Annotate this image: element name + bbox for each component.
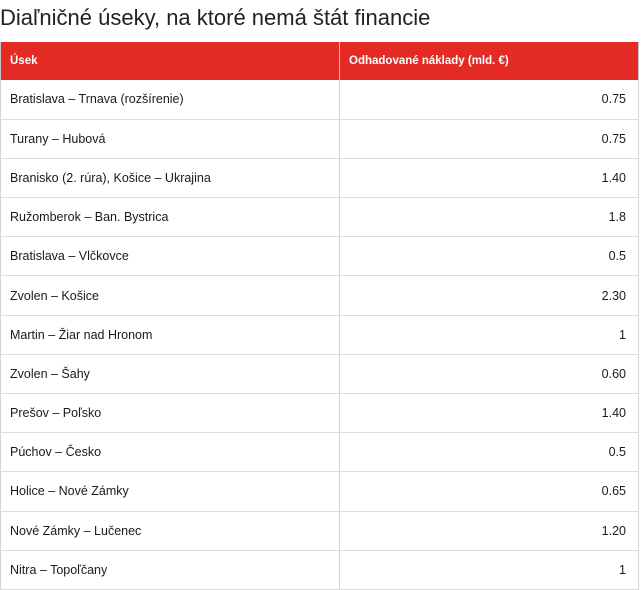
table-row	[1, 472, 639, 511]
section-cell: Nitra – Topoľčany	[1, 550, 340, 589]
cost-cell: 1.8	[340, 198, 639, 237]
section-cell: Zvolen – Šahy	[1, 354, 340, 393]
section-cell: Bratislava – Trnava (rozšírenie)	[1, 80, 340, 119]
table-header-row	[1, 42, 639, 80]
cost-cell: 0.75	[340, 80, 639, 119]
table-row	[1, 354, 639, 393]
section-cell: Zvolen – Košice	[1, 276, 340, 315]
column-header-section: Úsek	[1, 42, 340, 80]
cost-cell: 0.5	[340, 237, 639, 276]
page-title: Diaľničné úseky, na ktoré nemá štát financie	[0, 5, 431, 30]
section-cell: Branisko (2. rúra), Košice – Ukrajina	[1, 158, 340, 197]
table-row	[1, 433, 639, 472]
section-cell: Turany – Hubová	[1, 119, 340, 158]
cost-cell: 0.5	[340, 433, 639, 472]
cost-cell: 0.60	[340, 354, 639, 393]
cost-cell: 0.65	[340, 472, 639, 511]
table-row	[1, 550, 639, 589]
table-row	[1, 511, 639, 550]
table-row	[1, 315, 639, 354]
cost-cell: 1.20	[340, 511, 639, 550]
section-cell: Bratislava – Vlčkovce	[1, 237, 340, 276]
cost-cell: 1.40	[340, 158, 639, 197]
cost-cell: 1	[340, 315, 639, 354]
cost-cell: 1	[340, 550, 639, 589]
table-row	[1, 276, 639, 315]
cost-cell: 0.75	[340, 119, 639, 158]
section-cell: Nové Zámky – Lučenec	[1, 511, 340, 550]
cost-cell: 1.40	[340, 394, 639, 433]
column-header-cost: Odhadované náklady (mld. €)	[340, 42, 639, 80]
highway-costs-table	[0, 42, 639, 590]
table-row	[1, 237, 639, 276]
section-cell: Martin – Žiar nad Hronom	[1, 315, 340, 354]
table-row	[1, 158, 639, 197]
table-row	[1, 80, 639, 119]
table-row	[1, 394, 639, 433]
section-cell: Púchov – Česko	[1, 433, 340, 472]
section-cell: Ružomberok – Ban. Bystrica	[1, 198, 340, 237]
section-cell: Holice – Nové Zámky	[1, 472, 340, 511]
table-row	[1, 119, 639, 158]
section-cell: Prešov – Poľsko	[1, 394, 340, 433]
table-row	[1, 198, 639, 237]
cost-cell: 2.30	[340, 276, 639, 315]
